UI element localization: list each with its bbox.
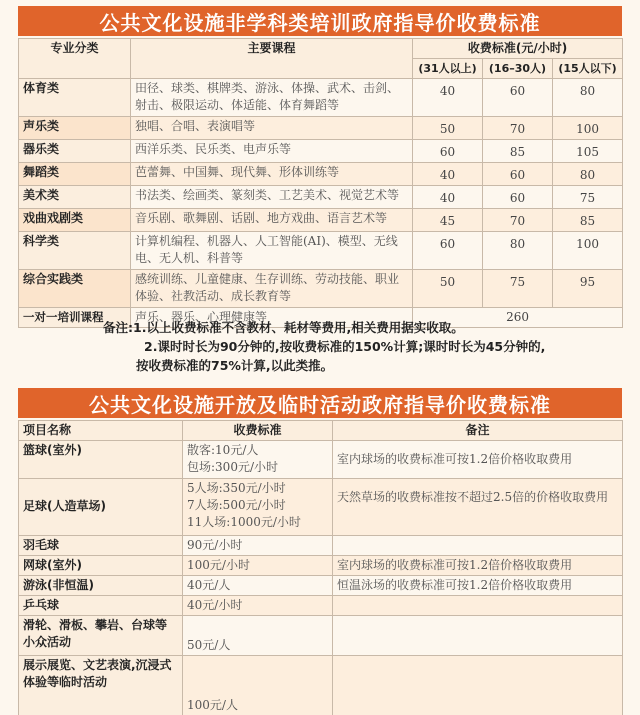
fee-line: 7人场:500元/小时	[187, 498, 286, 512]
venue-fee-table	[18, 420, 623, 715]
item-note	[333, 596, 623, 616]
row-price-tier2: 70	[483, 117, 553, 140]
item-name: 展示展览、文艺表演,沉浸式体验等临时活动	[19, 656, 183, 715]
header-tier-16-30: (16–30人)	[483, 59, 553, 79]
item-name: 乒乓球	[19, 596, 183, 616]
item-name: 篮球(室外)	[19, 441, 183, 479]
row-price-tier2: 75	[483, 270, 553, 308]
section-title-training: 公共文化设施非学科类培训政府指导价收费标准	[18, 6, 622, 36]
row-price-tier3: 100	[553, 232, 623, 270]
row-category: 综合实践类	[19, 270, 131, 308]
row-course: 感统训练、儿童健康、生存训练、劳动技能、职业体验、社教活动、成长教育等	[131, 270, 413, 308]
row-category: 声乐类	[19, 117, 131, 140]
training-fee-table	[18, 38, 623, 328]
header-course: 主要课程	[131, 39, 413, 79]
item-note: 恒温泳场的收费标准可按1.2倍价格收取费用	[333, 576, 623, 596]
table-row	[19, 576, 623, 596]
row-price-tier3: 105	[553, 140, 623, 163]
item-note	[333, 656, 623, 715]
item-name: 网球(室外)	[19, 556, 183, 576]
item-fee: 50元/人	[183, 616, 333, 656]
row-price-tier2: 60	[483, 79, 553, 117]
table-row	[19, 441, 623, 479]
table-row	[19, 186, 623, 209]
header-item: 项目名称	[19, 421, 183, 441]
table-row	[19, 79, 623, 117]
section-title-venue: 公共文化设施开放及临时活动政府指导价收费标准	[18, 388, 622, 418]
item-note: 天然草场的收费标准按不超过2.5倍的价格收取费用	[333, 479, 623, 536]
header-tier-31plus: (31人以上)	[413, 59, 483, 79]
row-category: 科学类	[19, 232, 131, 270]
table-row	[19, 479, 623, 536]
table-row	[19, 209, 623, 232]
table-row	[19, 270, 623, 308]
table-row	[19, 232, 623, 270]
fee-line: 散客:10元/人	[187, 443, 259, 457]
row-price-tier3: 80	[553, 79, 623, 117]
row-course: 芭蕾舞、中国舞、现代舞、形体训练等	[131, 163, 413, 186]
row-price-tier3: 85	[553, 209, 623, 232]
header-fee: 收费标准(元/小时)	[413, 39, 623, 59]
item-name: 滑轮、滑板、攀岩、台球等小众活动	[19, 616, 183, 656]
item-note: 室内球场的收费标准可按1.2倍价格收取费用	[333, 556, 623, 576]
header-fee: 收费标准	[183, 421, 333, 441]
row-course: 独唱、合唱、表演唱等	[131, 117, 413, 140]
item-fee: 40元/人	[183, 576, 333, 596]
item-fee: 40元/小时	[183, 596, 333, 616]
table-row	[19, 140, 623, 163]
item-fee: 90元/小时	[183, 536, 333, 556]
header-note: 备注	[333, 421, 623, 441]
row-category: 舞蹈类	[19, 163, 131, 186]
table-row	[19, 163, 623, 186]
row-price-tier2: 70	[483, 209, 553, 232]
row-category: 体育类	[19, 79, 131, 117]
row-price-tier1: 50	[413, 270, 483, 308]
row-category: 美术类	[19, 186, 131, 209]
row-course: 音乐剧、歌舞剧、话剧、地方戏曲、语言艺术等	[131, 209, 413, 232]
row-course: 计算机编程、机器人、人工智能(AI)、模型、无线电、无人机、科普等	[131, 232, 413, 270]
item-fee: 100元/小时	[183, 556, 333, 576]
row-category: 器乐类	[19, 140, 131, 163]
row-price-tier1: 45	[413, 209, 483, 232]
row-price-tier3: 75	[553, 186, 623, 209]
row-price-tier3: 80	[553, 163, 623, 186]
item-note	[333, 616, 623, 656]
note-2: 2.课时时长为90分钟的,按收费标准的150%计算;课时时长为45分钟的,	[144, 339, 546, 354]
notes-block	[18, 318, 622, 375]
row-price-tier3: 100	[553, 117, 623, 140]
table-row	[19, 656, 623, 715]
row-course: 田径、球类、棋牌类、游泳、体操、武术、击剑、射击、极限运动、体适能、体育舞蹈等	[131, 79, 413, 117]
fee-line: 11人场:1000元/小时	[187, 515, 301, 529]
item-note	[333, 536, 623, 556]
header-tier-under15: (15人以下)	[553, 59, 623, 79]
header-category: 专业分类	[19, 39, 131, 79]
table-row	[19, 536, 623, 556]
row-price-tier2: 60	[483, 186, 553, 209]
row-price-tier3: 95	[553, 270, 623, 308]
table-row	[19, 117, 623, 140]
row-category: 戏曲戏剧类	[19, 209, 131, 232]
fee-line: 5人场:350元/小时	[187, 481, 286, 495]
row-price-tier1: 60	[413, 232, 483, 270]
table-row	[19, 556, 623, 576]
row-price-tier1: 60	[413, 140, 483, 163]
row-course: 西洋乐类、民乐类、电声乐等	[131, 140, 413, 163]
item-fee: 100元/人	[183, 656, 333, 715]
row-course: 书法类、绘画类、篆刻类、工艺美术、视觉艺术等	[131, 186, 413, 209]
item-fee	[183, 479, 333, 536]
row-price-tier1: 40	[413, 79, 483, 117]
row-price-tier1: 40	[413, 186, 483, 209]
fee-line: 包场:300元/小时	[187, 460, 278, 474]
item-name: 羽毛球	[19, 536, 183, 556]
table-row	[19, 616, 623, 656]
row-price-tier2: 60	[483, 163, 553, 186]
note-1: 备注:1.以上收费标准不含教材、耗材等费用,相关费用据实收取。	[103, 320, 464, 335]
item-fee	[183, 441, 333, 479]
table-row	[19, 596, 623, 616]
row-course: 声乐、器乐、心理健康等	[131, 308, 413, 328]
row-price-tier2: 85	[483, 140, 553, 163]
item-name: 足球(人造草场)	[19, 479, 183, 536]
item-note: 室内球场的收费标准可按1.2倍价格收取费用	[333, 441, 623, 479]
row-price-tier2: 80	[483, 232, 553, 270]
row-category: 一对一培训课程	[19, 308, 131, 328]
row-price-flat: 260	[413, 308, 623, 328]
row-price-tier1: 40	[413, 163, 483, 186]
item-name: 游泳(非恒温)	[19, 576, 183, 596]
note-3: 按收费标准的75%计算,以此类推。	[136, 358, 334, 373]
row-price-tier1: 50	[413, 117, 483, 140]
